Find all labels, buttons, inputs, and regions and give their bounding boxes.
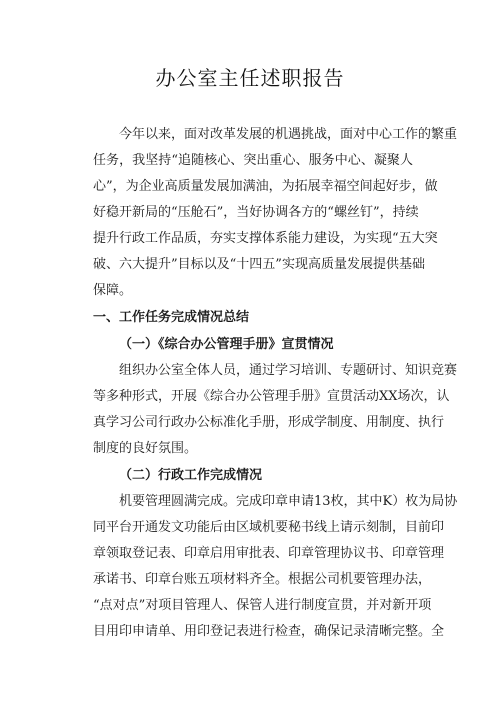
subsection-heading: （二）行政工作完成情况 (119, 468, 263, 483)
paragraph-line: 保障。 (93, 283, 133, 298)
paragraph-line: 组织办公室全体人员，通过学习培训、专题研讨、知识竞赛 (119, 363, 458, 378)
paragraph-line: 承诺书、印章台账五项材料齐全。根据公司机要管理办法， (93, 572, 432, 587)
document-body (93, 122, 458, 645)
paragraph-line: 章领取登记表、印章启用审批表、印章管理协议书、印章管理 (93, 546, 445, 561)
paragraph-line: 今年以来，面对改革发展的机遇挑战，面对中心工作的繁重 (119, 127, 458, 142)
subsection-heading: （一）《综合办公管理手册》宣贯情况 (119, 337, 334, 352)
paragraph-line: 目用印申请单、用印登记表进行检查，确保记录清晰完整。全 (93, 624, 445, 639)
paragraph-line: 制度的良好氛围。 (93, 441, 198, 456)
paragraph-line: 破、六大提升”目标以及“十四五”实现高质量发展提供基础 (93, 257, 425, 272)
paragraph-line: 等多种形式，开展《综合办公管理手册》宣贯活动XX场次，认 (93, 389, 450, 404)
section-heading: 一、工作任务完成情况总结 (93, 310, 250, 325)
paragraph-line: “点对点”对项目管理人、保管人进行制度宣贯，并对新开项 (93, 598, 432, 613)
paragraph-line: 任务，我坚持“追随核心、突出重心、服务中心、凝聚人 (93, 153, 413, 168)
paragraph-line: 好稳开新局的“压舱石”，当好协调各方的“螺丝钉”，持续 (93, 205, 419, 220)
paragraph-line: 提升行政工作品质，夯实支撑体系能力建设，为实现“五大突 (93, 231, 438, 246)
paragraph-line: 真学习公司行政办公标准化手册，形成学制度、用制度、执行 (93, 415, 445, 430)
document-title: 办公室主任述职报告 (155, 66, 345, 90)
paragraph-line: 同平台开通发文功能后由区域机要秘书线上请示刻制，目前印 (93, 520, 445, 535)
paragraph-line: 心”，为企业高质量发展加满油，为拓展幸福空间起好步，做 (93, 179, 438, 194)
paragraph-line: 机要管理圆满完成。完成印章申请13枚，其中K）枚为局协 (119, 494, 458, 509)
